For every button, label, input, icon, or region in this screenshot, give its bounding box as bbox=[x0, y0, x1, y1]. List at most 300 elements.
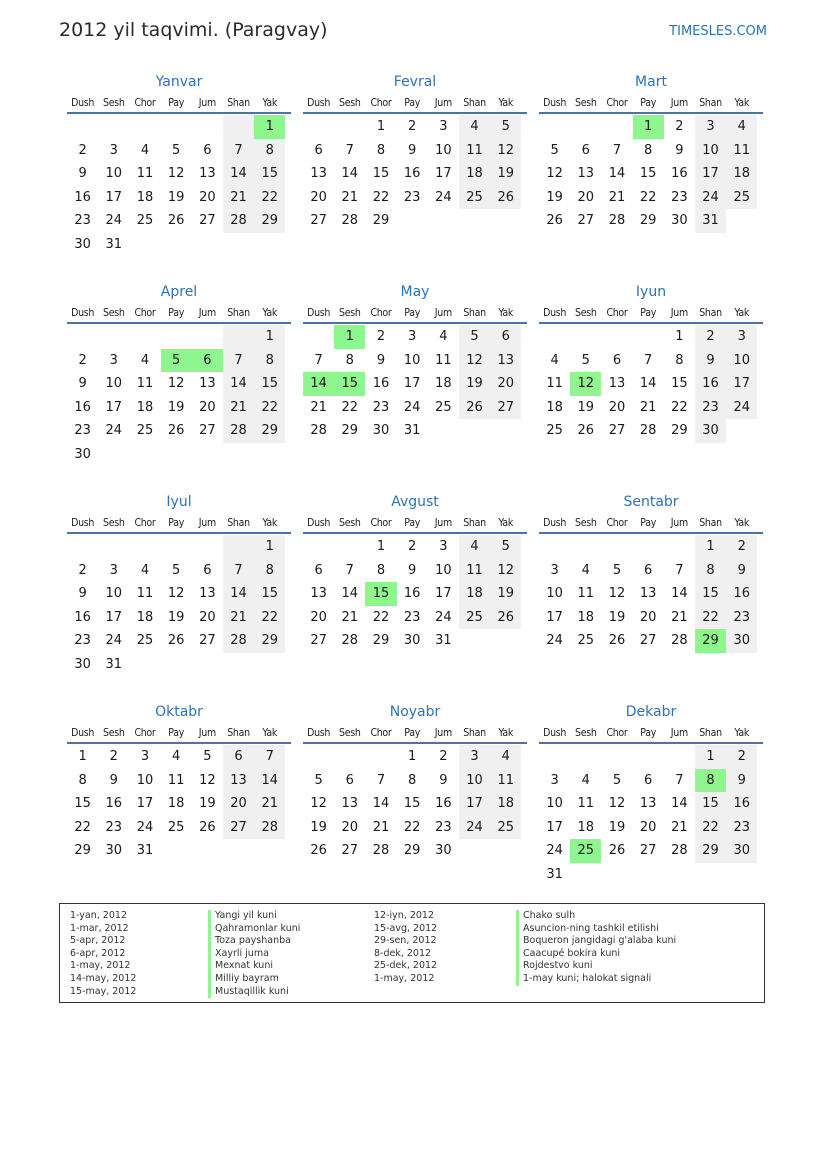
day-cell: 16 bbox=[403, 586, 421, 601]
day-cell: 7 bbox=[223, 349, 254, 373]
weekday-label: Sesh bbox=[103, 727, 125, 739]
empty-cell bbox=[303, 325, 334, 349]
day-cell: 17 bbox=[459, 792, 490, 816]
weekday-label: Sesh bbox=[575, 517, 597, 529]
month-title: Iyun bbox=[635, 284, 667, 300]
weekday-label: Dush bbox=[307, 97, 331, 109]
day-cell: 12 bbox=[490, 559, 521, 583]
day-cell: 20 bbox=[223, 792, 254, 816]
day-cell: 23 bbox=[74, 423, 91, 438]
weekday-label: Jum bbox=[198, 727, 216, 739]
month-oktabr bbox=[67, 702, 291, 863]
day-cell: 16 bbox=[74, 609, 91, 625]
weekday-header bbox=[67, 514, 291, 534]
day-cell: 8 bbox=[695, 559, 726, 583]
day-cell: 16 bbox=[105, 796, 123, 811]
day-cell: 1 bbox=[254, 115, 285, 139]
weekday-label: Chor bbox=[606, 727, 628, 739]
legend-entry: 15-may, 2012 bbox=[70, 985, 137, 997]
day-cell: 27 bbox=[639, 843, 657, 858]
day-cell: 16 bbox=[403, 166, 421, 181]
day-cell: 26 bbox=[608, 843, 626, 858]
day-cell: 13 bbox=[310, 586, 327, 601]
weekday-label: Dush bbox=[543, 307, 567, 319]
day-cell: 15 bbox=[695, 792, 726, 816]
empty-cell bbox=[254, 839, 285, 863]
day-cell: 3 bbox=[109, 142, 118, 158]
day-cell: 6 bbox=[314, 142, 323, 158]
day-cell: 11 bbox=[167, 772, 185, 788]
weekday-label: Pay bbox=[640, 727, 656, 739]
day-cell: 22 bbox=[254, 186, 285, 210]
weekday-label: Dush bbox=[71, 97, 95, 109]
weekday-label: Yak bbox=[734, 517, 750, 529]
empty-cell bbox=[570, 115, 601, 139]
day-cell: 25 bbox=[490, 816, 521, 840]
day-cell: 4 bbox=[140, 352, 150, 368]
day-cell: 22 bbox=[671, 399, 688, 415]
day-cell: 19 bbox=[490, 162, 521, 186]
month-noyabr bbox=[303, 702, 527, 863]
day-cell: 8 bbox=[408, 772, 417, 788]
empty-cell bbox=[98, 115, 129, 139]
day-cell: 2 bbox=[109, 749, 118, 764]
weekday-label: Pay bbox=[168, 727, 184, 739]
weekday-label: Sesh bbox=[575, 97, 597, 109]
day-cell: 26 bbox=[546, 213, 563, 228]
empty-cell bbox=[490, 209, 521, 233]
day-cell: 21 bbox=[671, 609, 688, 625]
day-cell: 29 bbox=[403, 843, 421, 858]
day-cell: 24 bbox=[105, 633, 123, 648]
empty-cell bbox=[161, 443, 192, 467]
empty-cell bbox=[490, 419, 521, 443]
empty-cell bbox=[192, 443, 223, 467]
legend-entry: 6-apr, 2012 bbox=[70, 947, 126, 959]
day-cell: 2 bbox=[408, 539, 417, 554]
day-cell: 12 bbox=[199, 772, 216, 788]
day-cell: 5 bbox=[161, 349, 192, 373]
weekday-label: Sesh bbox=[103, 97, 125, 109]
weekday-label: Shan bbox=[227, 517, 250, 529]
day-cell: 24 bbox=[105, 213, 123, 228]
empty-cell bbox=[161, 233, 192, 257]
day-cell: 2 bbox=[408, 119, 417, 134]
day-cell: 5 bbox=[172, 562, 181, 578]
empty-cell bbox=[459, 839, 490, 863]
day-cell: 22 bbox=[695, 816, 726, 840]
day-cell: 17 bbox=[105, 189, 123, 205]
site-link[interactable]: TIMESLES.COM bbox=[669, 24, 767, 39]
day-cell: 8 bbox=[376, 142, 386, 158]
day-cell: 13 bbox=[223, 769, 254, 793]
empty-cell bbox=[459, 209, 490, 233]
legend-entry: 8-dek, 2012 bbox=[374, 947, 432, 959]
day-cell: 13 bbox=[199, 586, 216, 601]
day-cell: 25 bbox=[136, 633, 154, 648]
day-cell: 26 bbox=[167, 633, 185, 648]
weekday-label: Chor bbox=[134, 97, 156, 109]
day-cell: 3 bbox=[550, 772, 559, 788]
day-cell: 16 bbox=[372, 376, 390, 391]
day-cell: 8 bbox=[254, 559, 285, 583]
legend-entry: Rojdestvo kuni bbox=[516, 960, 676, 973]
day-cell: 13 bbox=[199, 376, 216, 391]
empty-cell bbox=[490, 629, 521, 653]
day-cell: 19 bbox=[546, 189, 563, 205]
day-cell: 15 bbox=[334, 372, 365, 396]
day-cell: 9 bbox=[78, 376, 87, 391]
weekday-label: Yak bbox=[498, 97, 514, 109]
legend-entry: 1-mar, 2012 bbox=[70, 922, 129, 934]
day-cell: 24 bbox=[435, 609, 452, 625]
day-cell: 2 bbox=[726, 535, 757, 559]
empty-cell bbox=[570, 863, 601, 887]
weekday-label: Jum bbox=[198, 307, 216, 319]
weekday-label: Yak bbox=[262, 97, 278, 109]
day-cell: 21 bbox=[671, 819, 688, 835]
day-cell: 21 bbox=[341, 609, 359, 625]
empty-cell bbox=[161, 653, 192, 677]
day-cell: 7 bbox=[345, 562, 354, 578]
weekday-label: Shan bbox=[227, 727, 250, 739]
day-cell: 14 bbox=[671, 586, 688, 601]
day-cell: 12 bbox=[608, 796, 626, 811]
day-cell: 12 bbox=[167, 166, 185, 181]
day-cell: 26 bbox=[167, 213, 185, 228]
day-cell: 8 bbox=[644, 142, 653, 158]
day-cell: 18 bbox=[546, 399, 563, 415]
day-cell: 27 bbox=[199, 213, 216, 228]
weekday-label: Pay bbox=[168, 97, 184, 109]
legend-entry: Qahramonlar kuni bbox=[208, 923, 300, 936]
empty-cell bbox=[129, 535, 160, 559]
day-cell: 14 bbox=[223, 162, 254, 186]
legend-entry: Chako sulh bbox=[516, 910, 676, 923]
day-cell: 18 bbox=[136, 399, 154, 415]
day-grid bbox=[539, 115, 763, 233]
weekday-label: Chor bbox=[134, 727, 156, 739]
day-cell: 30 bbox=[726, 839, 757, 863]
day-cell: 31 bbox=[695, 209, 726, 233]
day-cell: 22 bbox=[341, 399, 359, 415]
day-cell: 24 bbox=[435, 189, 452, 205]
day-cell: 31 bbox=[403, 423, 421, 438]
day-cell: 16 bbox=[726, 792, 757, 816]
weekday-label: Sesh bbox=[575, 307, 597, 319]
weekday-label: Pay bbox=[640, 517, 656, 529]
day-cell: 10 bbox=[136, 772, 154, 788]
weekday-label: Shan bbox=[699, 517, 722, 529]
day-cell: 20 bbox=[310, 189, 327, 205]
weekday-label: Shan bbox=[227, 97, 250, 109]
empty-cell bbox=[129, 653, 160, 677]
weekday-label: Jum bbox=[434, 727, 452, 739]
weekday-label: Sesh bbox=[339, 727, 361, 739]
empty-cell bbox=[459, 629, 490, 653]
day-cell: 8 bbox=[376, 562, 386, 578]
day-cell: 30 bbox=[435, 843, 452, 858]
day-cell: 23 bbox=[435, 819, 452, 835]
weekday-label: Pay bbox=[404, 97, 420, 109]
day-cell: 18 bbox=[136, 189, 154, 205]
day-cell: 17 bbox=[136, 796, 154, 811]
day-cell: 15 bbox=[372, 166, 390, 181]
month-aprel bbox=[67, 282, 291, 466]
day-cell: 4 bbox=[490, 745, 521, 769]
day-cell: 21 bbox=[254, 792, 285, 816]
empty-cell bbox=[161, 839, 192, 863]
weekday-header bbox=[539, 304, 763, 324]
day-cell: 31 bbox=[136, 843, 154, 858]
day-cell: 4 bbox=[459, 535, 490, 559]
empty-cell bbox=[129, 233, 160, 257]
weekday-label: Shan bbox=[463, 727, 486, 739]
day-cell: 11 bbox=[577, 796, 595, 811]
day-cell: 5 bbox=[203, 749, 212, 764]
empty-cell bbox=[428, 209, 459, 233]
weekday-label: Sesh bbox=[339, 307, 361, 319]
day-cell: 23 bbox=[403, 189, 421, 205]
day-cell: 29 bbox=[254, 419, 285, 443]
weekday-header bbox=[303, 94, 527, 114]
day-cell: 5 bbox=[550, 142, 559, 158]
empty-cell bbox=[570, 325, 601, 349]
day-cell: 22 bbox=[372, 609, 390, 625]
empty-cell bbox=[633, 863, 664, 887]
day-cell: 20 bbox=[341, 819, 359, 835]
day-cell: 21 bbox=[223, 606, 254, 630]
day-cell: 15 bbox=[365, 582, 396, 606]
day-cell: 30 bbox=[372, 423, 390, 438]
day-cell: 19 bbox=[459, 372, 490, 396]
day-cell: 20 bbox=[199, 609, 216, 625]
day-cell: 19 bbox=[167, 609, 185, 625]
legend-dates-left bbox=[70, 910, 136, 998]
weekday-label: Dush bbox=[543, 727, 567, 739]
day-cell: 5 bbox=[490, 115, 521, 139]
day-cell: 8 bbox=[695, 769, 726, 793]
day-cell: 24 bbox=[726, 396, 757, 420]
day-cell: 27 bbox=[199, 633, 216, 648]
day-cell: 19 bbox=[167, 399, 185, 415]
day-cell: 17 bbox=[546, 609, 563, 625]
day-cell: 20 bbox=[490, 372, 521, 396]
day-cell: 4 bbox=[140, 562, 150, 578]
day-cell: 5 bbox=[314, 772, 323, 788]
day-cell: 14 bbox=[671, 796, 688, 811]
day-cell: 29 bbox=[372, 213, 390, 228]
weekday-label: Jum bbox=[198, 517, 216, 529]
day-cell: 27 bbox=[577, 213, 595, 228]
day-cell: 3 bbox=[140, 749, 150, 764]
empty-cell bbox=[397, 209, 428, 233]
empty-cell bbox=[192, 535, 223, 559]
day-cell: 7 bbox=[223, 559, 254, 583]
day-cell: 14 bbox=[639, 376, 657, 391]
day-cell: 19 bbox=[310, 819, 327, 835]
empty-cell bbox=[223, 115, 254, 139]
day-cell: 17 bbox=[695, 162, 726, 186]
empty-cell bbox=[539, 535, 570, 559]
day-cell: 26 bbox=[490, 606, 521, 630]
day-cell: 18 bbox=[459, 162, 490, 186]
day-cell: 30 bbox=[695, 419, 726, 443]
weekday-header bbox=[539, 724, 763, 744]
day-cell: 3 bbox=[439, 119, 448, 134]
weekday-header bbox=[539, 514, 763, 534]
day-cell: 13 bbox=[490, 349, 521, 373]
day-cell: 18 bbox=[459, 582, 490, 606]
day-cell: 4 bbox=[550, 352, 559, 368]
empty-cell bbox=[334, 115, 365, 139]
day-cell: 29 bbox=[254, 629, 285, 653]
month-iyun bbox=[539, 282, 763, 443]
day-cell: 18 bbox=[577, 609, 595, 625]
day-cell: 16 bbox=[435, 796, 452, 811]
holiday-legend bbox=[59, 903, 765, 1003]
day-grid bbox=[303, 745, 527, 863]
day-cell: 16 bbox=[726, 582, 757, 606]
empty-cell bbox=[129, 325, 160, 349]
day-cell: 11 bbox=[726, 139, 757, 163]
day-cell: 22 bbox=[254, 606, 285, 630]
day-cell: 1 bbox=[633, 115, 664, 139]
day-cell: 27 bbox=[341, 843, 359, 858]
weekday-label: Sesh bbox=[339, 97, 361, 109]
page-title: 2012 yil taqvimi. (Paragvay) bbox=[59, 19, 328, 41]
day-cell: 11 bbox=[136, 586, 154, 601]
day-cell: 4 bbox=[726, 115, 757, 139]
day-cell: 4 bbox=[140, 142, 150, 158]
weekday-label: Pay bbox=[640, 307, 656, 319]
day-cell: 24 bbox=[136, 819, 154, 835]
day-cell: 24 bbox=[546, 633, 563, 648]
day-cell: 8 bbox=[78, 772, 87, 788]
legend-entry: Asuncion-ning tashkil etilishi bbox=[516, 923, 676, 936]
day-cell: 10 bbox=[546, 586, 563, 601]
weekday-label: Chor bbox=[370, 97, 392, 109]
day-cell: 5 bbox=[612, 772, 622, 788]
day-cell: 4 bbox=[459, 115, 490, 139]
empty-cell bbox=[67, 325, 98, 349]
empty-cell bbox=[129, 115, 160, 139]
weekday-header bbox=[303, 724, 527, 744]
day-cell: 24 bbox=[105, 423, 123, 438]
empty-cell bbox=[67, 535, 98, 559]
day-cell: 11 bbox=[577, 586, 595, 601]
day-cell: 20 bbox=[199, 399, 216, 415]
day-cell: 7 bbox=[345, 142, 354, 158]
weekday-label: Shan bbox=[699, 727, 722, 739]
month-title: Oktabr bbox=[155, 704, 203, 720]
day-cell: 14 bbox=[303, 372, 334, 396]
day-cell: 11 bbox=[136, 166, 154, 181]
weekday-label: Jum bbox=[434, 97, 452, 109]
day-cell: 5 bbox=[612, 562, 622, 578]
day-cell: 2 bbox=[376, 329, 386, 344]
day-cell: 7 bbox=[314, 352, 323, 368]
day-cell: 7 bbox=[223, 139, 254, 163]
day-cell: 31 bbox=[435, 633, 452, 648]
weekday-label: Chor bbox=[370, 517, 392, 529]
day-cell: 12 bbox=[608, 586, 626, 601]
empty-cell bbox=[601, 863, 632, 887]
day-cell: 26 bbox=[199, 819, 216, 835]
empty-cell bbox=[192, 653, 223, 677]
empty-cell bbox=[254, 443, 285, 467]
day-cell: 12 bbox=[459, 349, 490, 373]
day-cell: 6 bbox=[345, 772, 354, 788]
day-cell: 31 bbox=[105, 236, 123, 252]
day-cell: 31 bbox=[105, 656, 123, 672]
empty-cell bbox=[334, 745, 365, 769]
day-cell: 18 bbox=[435, 376, 452, 391]
day-cell: 15 bbox=[254, 162, 285, 186]
empty-cell bbox=[98, 325, 129, 349]
empty-cell bbox=[192, 839, 223, 863]
weekday-label: Chor bbox=[370, 307, 392, 319]
empty-cell bbox=[633, 325, 664, 349]
empty-cell bbox=[539, 325, 570, 349]
day-cell: 7 bbox=[675, 772, 684, 788]
empty-cell bbox=[570, 745, 601, 769]
legend-entry: Yangi yil kuni bbox=[208, 910, 300, 923]
day-cell: 6 bbox=[203, 562, 212, 578]
day-cell: 28 bbox=[223, 629, 254, 653]
day-cell: 12 bbox=[546, 166, 563, 181]
day-cell: 22 bbox=[639, 189, 657, 205]
weekday-label: Dush bbox=[543, 97, 567, 109]
month-mart bbox=[539, 72, 763, 233]
empty-cell bbox=[129, 443, 160, 467]
day-cell: 12 bbox=[310, 796, 327, 811]
day-cell: 22 bbox=[74, 819, 91, 835]
day-cell: 6 bbox=[490, 325, 521, 349]
empty-cell bbox=[161, 115, 192, 139]
legend-entry: 29-sen, 2012 bbox=[374, 935, 437, 947]
day-cell: 6 bbox=[223, 745, 254, 769]
legend-entry: 12-iyn, 2012 bbox=[374, 910, 435, 921]
day-cell: 18 bbox=[136, 609, 154, 625]
weekday-label: Jum bbox=[434, 517, 452, 529]
weekday-label: Dush bbox=[307, 307, 331, 319]
day-grid bbox=[303, 535, 527, 653]
weekday-label: Pay bbox=[404, 727, 420, 739]
day-cell: 1 bbox=[695, 745, 726, 769]
day-cell: 2 bbox=[439, 749, 448, 764]
weekday-label: Sesh bbox=[103, 307, 125, 319]
day-cell: 14 bbox=[341, 586, 359, 601]
day-cell: 24 bbox=[695, 186, 726, 210]
day-cell: 9 bbox=[439, 772, 448, 788]
day-cell: 20 bbox=[310, 609, 327, 625]
day-cell: 30 bbox=[726, 629, 757, 653]
day-cell: 25 bbox=[136, 213, 154, 228]
day-cell: 14 bbox=[372, 796, 390, 811]
weekday-label: Dush bbox=[71, 307, 95, 319]
day-cell: 21 bbox=[223, 396, 254, 420]
day-cell: 8 bbox=[675, 352, 684, 368]
day-cell: 2 bbox=[78, 352, 87, 368]
weekday-label: Dush bbox=[307, 727, 331, 739]
day-cell: 9 bbox=[695, 349, 726, 373]
day-cell: 7 bbox=[675, 562, 684, 578]
day-cell: 30 bbox=[74, 656, 91, 672]
month-yanvar bbox=[67, 72, 291, 256]
weekday-label: Pay bbox=[168, 307, 184, 319]
day-cell: 9 bbox=[376, 352, 386, 368]
